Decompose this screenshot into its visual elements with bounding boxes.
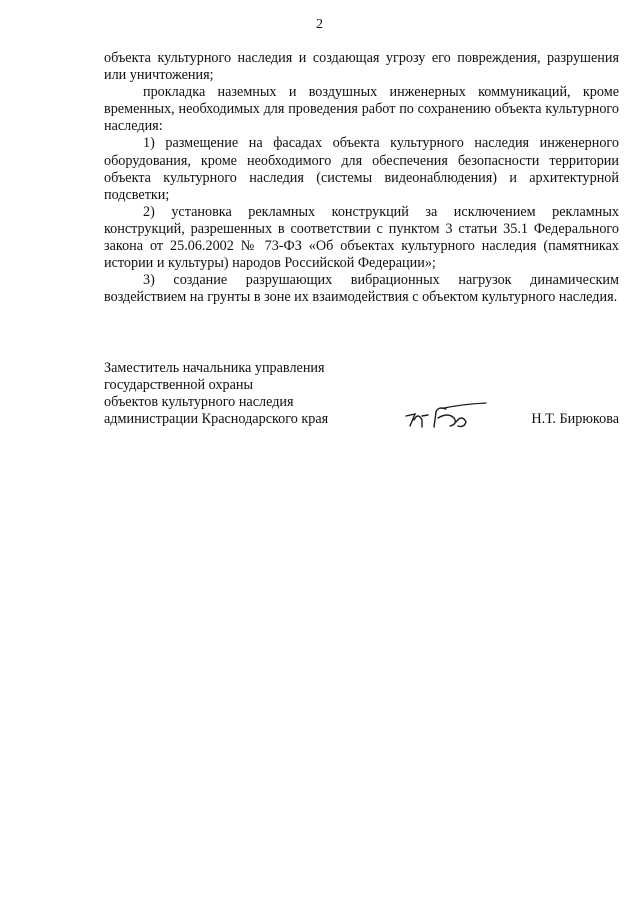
signatory-position-line: Заместитель начальника управления — [104, 360, 325, 376]
signatory-position-line: администрации Краснодарского края — [104, 411, 329, 428]
paragraph-prohibition-utilities: прокладка наземных и воздушных инженерных коммуникаций, кроме временных, необходимых для проведения работ по сохранению объекта культурного наследия: — [104, 84, 619, 135]
paragraph-continuation: объекта культурного наследия и создающая угрозу его повреждения, разрушения или уничтожения; — [104, 50, 619, 84]
handwritten-signature — [400, 400, 490, 434]
paragraph-item-3: 3) создание разрушающих вибрационных нагрузок динамическим воздействием на грунты в зоне их взаимодействия с объектом культурного наследия. — [104, 272, 619, 306]
signatory-name: Н.Т. Бирюкова — [531, 411, 619, 427]
paragraph-item-1: 1) размещение на фасадах объекта культурного наследия инженерного оборудования, кроме необходимого для обеспечения безопасности территории объекта культурного наследия (системы видеонаблюдения) и архитектурной подсветки; — [104, 135, 619, 203]
signature-block — [104, 360, 619, 440]
signatory-position — [104, 360, 364, 428]
signatory-position-line: объектов культурного наследия — [104, 394, 294, 411]
document-body — [104, 50, 619, 306]
paragraph-item-2: 2) установка рекламных конструкций за исключением рекламных конструкций, разрешенных в соответствии с пунктом 3 статьи 35.1 Федерального закона от 25.06.2002 № 73-ФЗ «Об объектах культурного наследия (памятниках истории и культуры) народов Российской Федерации»; — [104, 203, 619, 272]
page-number: 2 — [316, 17, 323, 32]
signatory-position-line: государственной охраны — [104, 377, 254, 394]
